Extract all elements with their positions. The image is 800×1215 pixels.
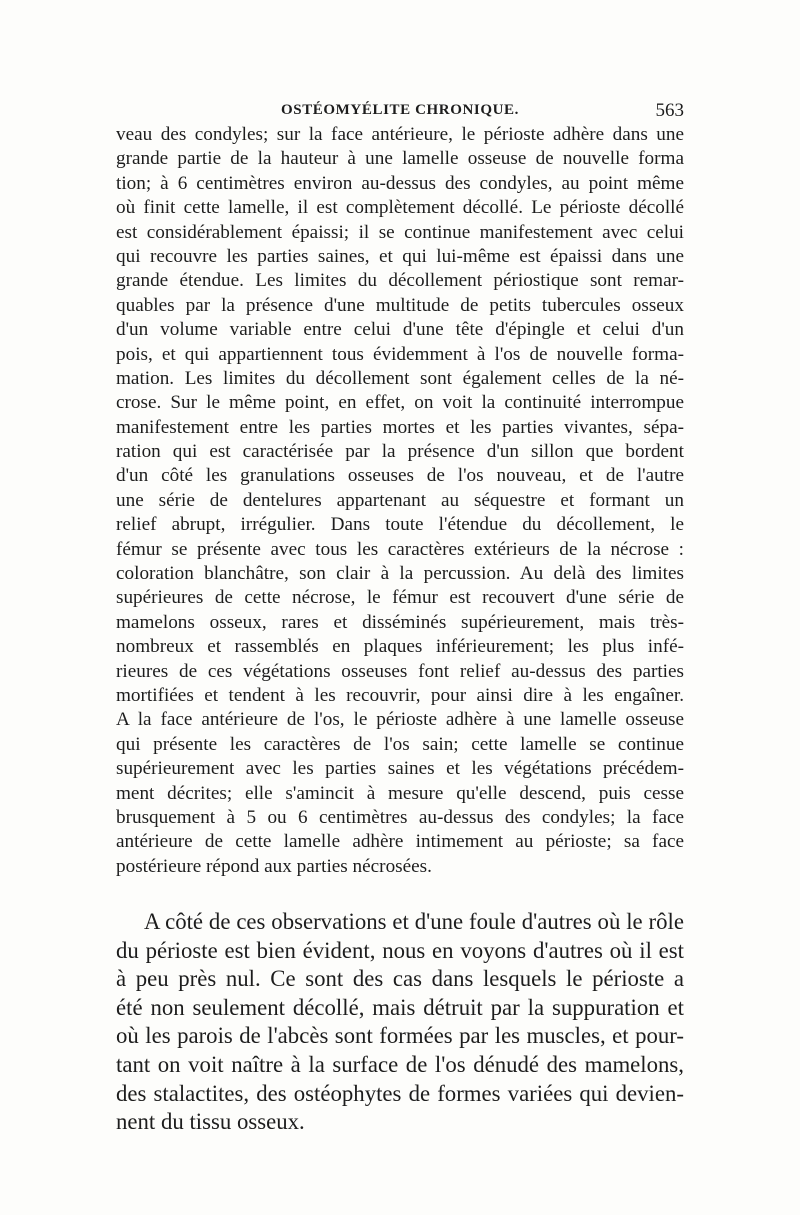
text-line: supérieures de cette nécrose, le fémur est recouvert d'une série de — [116, 587, 684, 609]
text-line: des stalactites, des ostéophytes de formes variées qui devien- — [116, 1080, 684, 1106]
observation-paragraph — [116, 123, 684, 879]
text-line: où finit cette lamelle, il est complètement décollé. Le périoste décollé — [116, 197, 684, 219]
running-header — [116, 100, 684, 124]
text-line: A côté de ces observations et d'une foule d'autres où le rôle — [144, 909, 684, 934]
text-line: rieures de ces végétations osseuses font relief au-dessus des parties — [116, 660, 684, 682]
text-line: antérieure de cette lamelle adhère intimement au périoste; sa face — [116, 831, 684, 853]
main-paragraph — [116, 908, 684, 1137]
text-line: du périoste est bien évident, nous en voyons d'autres où il est — [116, 937, 684, 963]
text-line: qui recouvre les parties saines, et qui lui-même est épaissi dans une — [116, 245, 684, 267]
running-title: OSTÉOMYÉLITE CHRONIQUE. — [280, 102, 519, 118]
text-line: d'un volume variable entre celui d'une tête d'épingle et celui d'un — [116, 319, 684, 341]
text-line: postérieure répond aux parties nécrosées. — [116, 855, 432, 877]
text-line: tion; à 6 centimètres environ au-dessus des condyles, au point même — [116, 172, 684, 194]
text-line: grande étendue. Les limites du décollement périostique sont remar- — [116, 270, 684, 292]
text-line: est considérablement épaissi; il se continue manifestement avec celui — [116, 221, 684, 243]
text-line: supérieurement avec les parties saines et les végétations précédem- — [116, 758, 684, 780]
text-line: coloration blanchâtre, son clair à la percussion. Au delà des limites — [116, 563, 684, 585]
text-line: relief abrupt, irrégulier. Dans toute l'étendue du décollement, le — [116, 514, 684, 536]
text-line: ment décrites; elle s'amincit à mesure qu'elle descend, puis cesse — [116, 782, 684, 804]
text-line: qui présente les caractères de l'os sain; cette lamelle se continue — [116, 733, 684, 755]
page-number: 563 — [655, 100, 684, 121]
text-line: pois, et qui appartiennent tous évidemment à l'os de nouvelle forma- — [116, 343, 684, 365]
text-line: nent du tissu osseux. — [116, 1109, 305, 1135]
text-line: veau des condyles; sur la face antérieure, le périoste adhère dans une — [116, 124, 684, 145]
text-line: une série de dentelures appartenant au séquestre et formant un — [116, 489, 684, 511]
text-line: grande partie de la hauteur à une lamelle osseuse de nouvelle forma — [116, 148, 684, 170]
text-line: mortifiées et tendent à les recouvrir, pour ainsi dire à les engaîner. — [116, 684, 684, 706]
text-line: mation. Les limites du décollement sont également celles de la né- — [116, 367, 684, 389]
text-line: mamelons osseux, rares et disséminés supérieurement, mais très- — [116, 611, 684, 633]
text-line: quables par la présence d'une multitude de petits tubercules osseux — [116, 294, 684, 316]
text-line: à peu près nul. Ce sont des cas dans lesquels le périoste a — [116, 966, 684, 992]
text-line: manifestement entre les parties mortes et les parties vivantes, sépa- — [116, 416, 684, 438]
text-line: fémur se présente avec tous les caractères extérieurs de la nécrose : — [116, 538, 684, 560]
text-line: brusquement à 5 ou 6 centimètres au-dessus des condyles; la face — [116, 806, 684, 828]
text-line: été non seulement décollé, mais détruit par la suppuration et — [116, 994, 684, 1020]
text-line: d'un côté les granulations osseuses de l'os nouveau, et de l'autre — [116, 465, 684, 487]
text-line: tant on voit naître à la surface de l'os dénudé des mamelons, — [116, 1051, 684, 1077]
text-line: où les parois de l'abcès sont formées par les muscles, et pour- — [116, 1023, 684, 1049]
text-line: A la face antérieure de l'os, le périoste adhère à une lamelle osseuse — [116, 709, 684, 731]
text-line: ration qui est caractérisée par la présence d'un sillon que bordent — [116, 441, 684, 463]
text-line: crose. Sur le même point, en effet, on voit la continuité interrompue — [116, 392, 684, 414]
text-line: nombreux et rassemblés en plaques inférieurement; les plus infé- — [116, 636, 684, 658]
